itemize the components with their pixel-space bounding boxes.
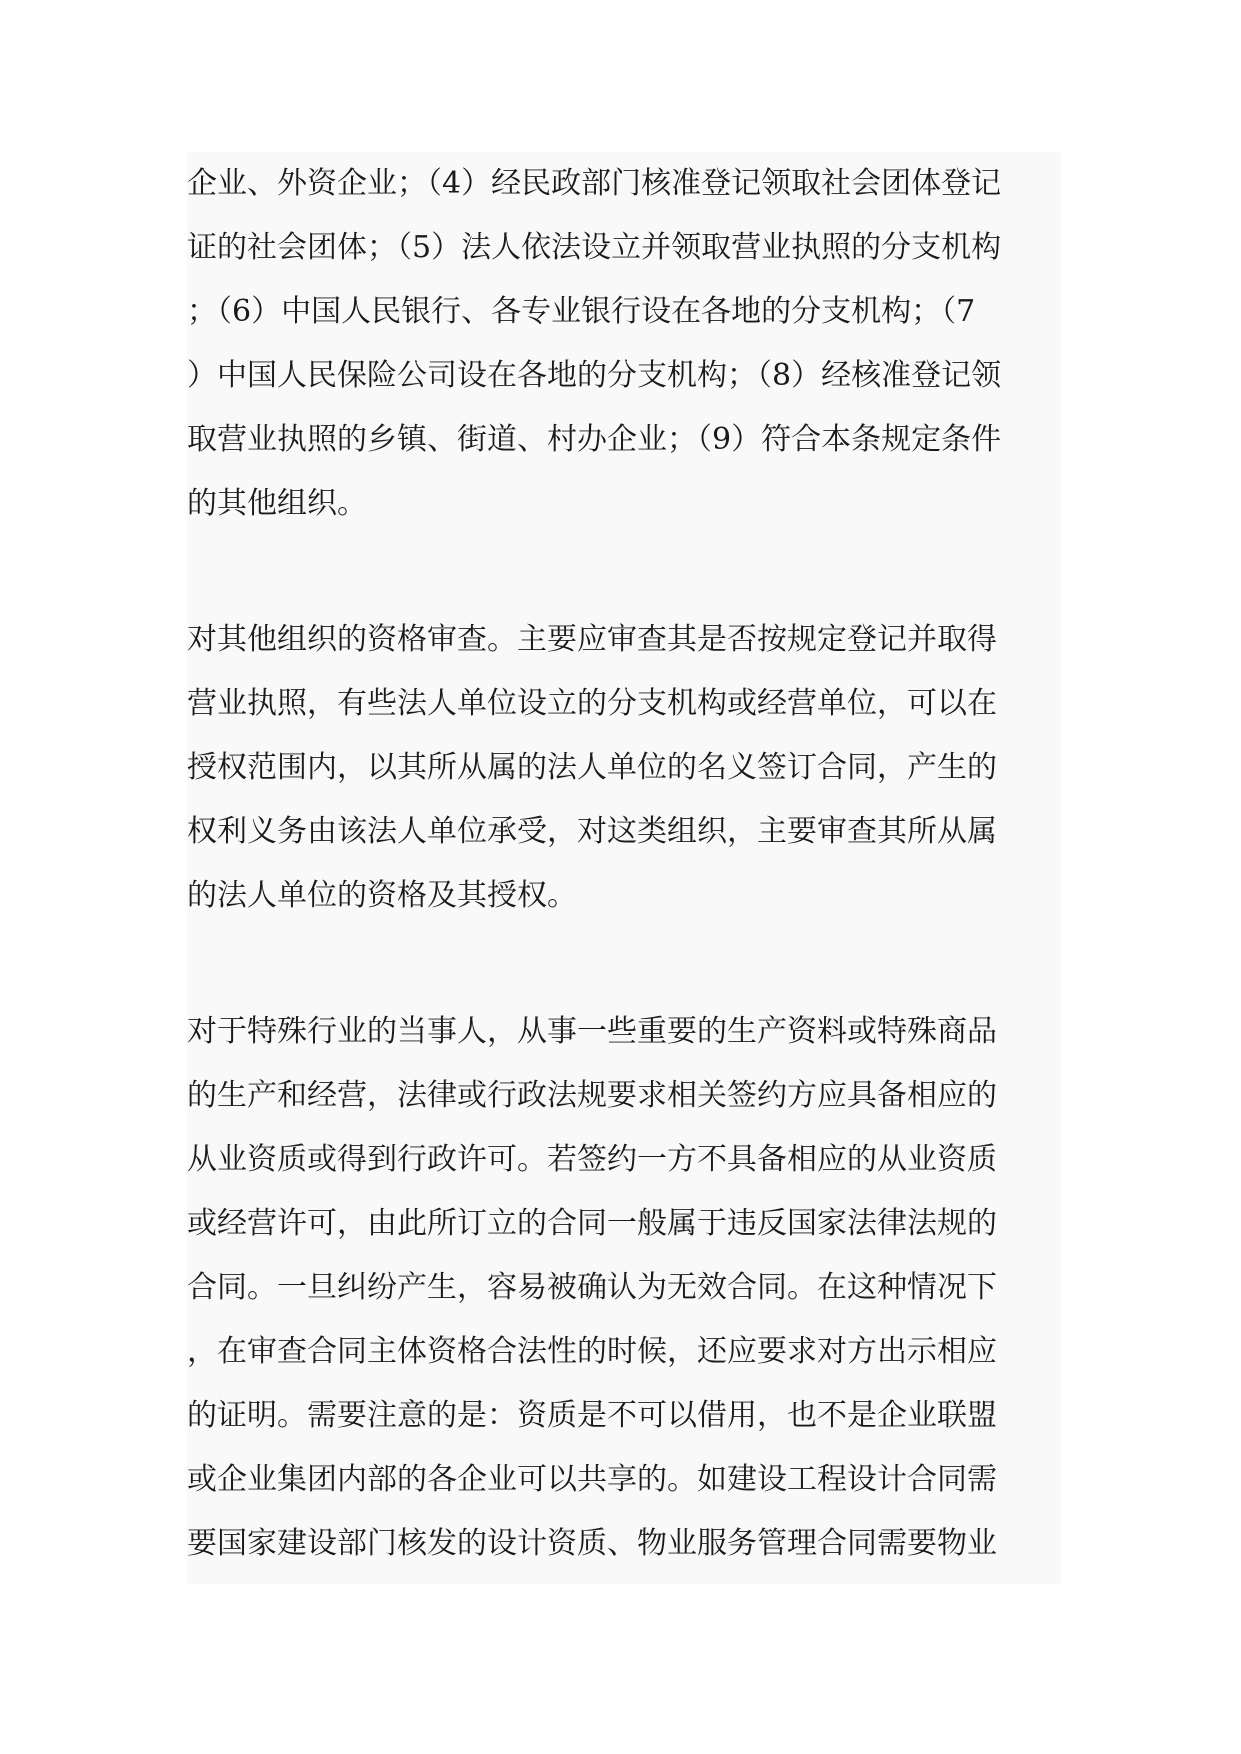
paragraph-1-line-1: 企业、外资企业；（4）经民政部门核准登记领取社会团体登记 (187, 166, 1002, 201)
paragraph-1-line-2: 证的社会团体；（5）法人依法设立并领取营业执照的分支机构 (187, 230, 1002, 265)
paragraph-1-line-4: ）中国人民保险公司设在各地的分支机构；（8）经核准登记领 (187, 358, 1002, 393)
paragraph-3-line-3: 从业资质或得到行政许可。若签约一方不具备相应的从业资质 (187, 1142, 997, 1177)
paragraph-3-line-1: 对于特殊行业的当事人，从事一些重要的生产资料或特殊商品 (187, 1014, 997, 1049)
paragraph-1-line-6: 的其他组织。 (187, 486, 367, 521)
paragraph-2-line-1: 对其他组织的资格审查。主要应审查其是否按规定登记并取得 (187, 622, 997, 657)
paragraph-2-line-2: 营业执照，有些法人单位设立的分支机构或经营单位，可以在 (187, 686, 997, 721)
paragraph-3-line-2: 的生产和经营，法律或行政法规要求相关签约方应具备相应的 (187, 1078, 997, 1113)
paragraph-1-line-5: 取营业执照的乡镇、街道、村办企业；（9）符合本条规定条件 (187, 422, 1002, 457)
paragraph-3-line-5: 合同。一旦纠纷产生，容易被确认为无效合同。在这种情况下 (187, 1270, 997, 1305)
paragraph-3-line-4: 或经营许可，由此所订立的合同一般属于违反国家法律法规的 (187, 1206, 997, 1241)
paragraph-3-line-7: 的证明。需要注意的是：资质是不可以借用，也不是企业联盟 (187, 1398, 997, 1433)
paragraph-1-line-3: ；（6）中国人民银行、各专业银行设在各地的分支机构；（7 (187, 294, 976, 329)
paragraph-2-line-3: 授权范围内，以其所从属的法人单位的名义签订合同，产生的 (187, 750, 997, 785)
paragraph-3-line-8: 或企业集团内部的各企业可以共享的。如建设工程设计合同需 (187, 1462, 997, 1497)
paragraph-3-line-6: ，在审查合同主体资格合法性的时候，还应要求对方出示相应 (187, 1334, 997, 1369)
paragraph-2-line-5: 的法人单位的资格及其授权。 (187, 878, 577, 913)
paragraph-2-line-4: 权利义务由该法人单位承受，对这类组织，主要审查其所从属 (187, 814, 997, 849)
document-body (187, 152, 1061, 1584)
paragraph-3-line-9: 要国家建设部门核发的设计资质、物业服务管理合同需要物业 (187, 1526, 997, 1561)
